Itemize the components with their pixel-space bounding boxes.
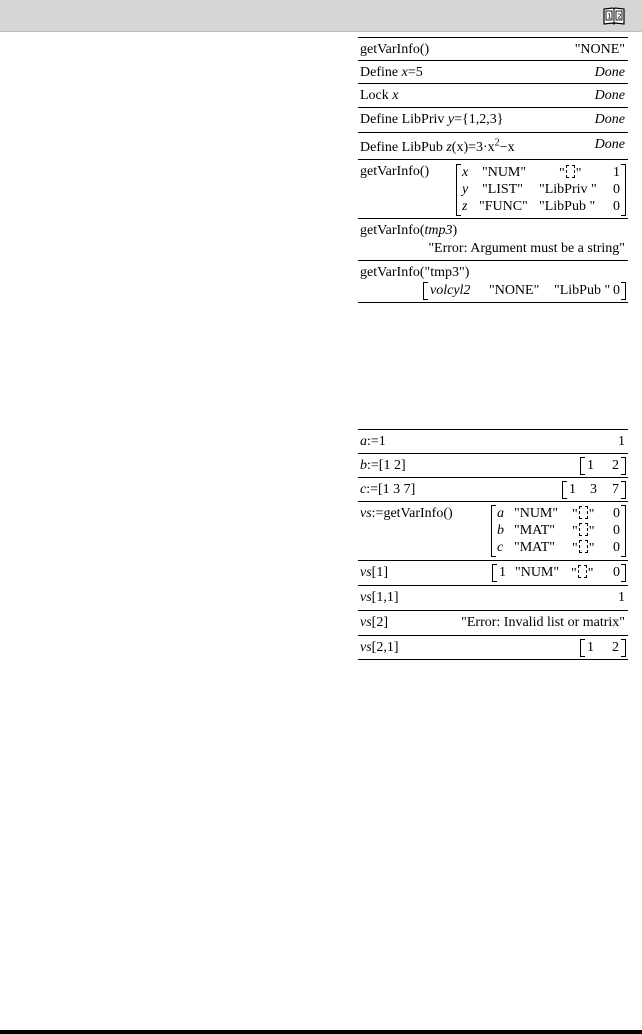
matrix-cell: 0 <box>613 283 620 298</box>
example-row <box>358 453 628 477</box>
matrix-cell: "NONE" <box>489 283 540 298</box>
book-icon <box>603 6 625 26</box>
expression: Define LibPriv y={1,2,3} <box>360 112 504 127</box>
result: 1 <box>618 590 625 605</box>
matrix-cell: " " <box>559 166 582 181</box>
empty-box-icon <box>579 523 588 536</box>
result: Done <box>594 65 625 80</box>
matrix-cell: 2 <box>612 640 619 655</box>
expression: Lock x <box>360 88 399 103</box>
expression: vs[1,1] <box>360 590 399 605</box>
matrix-cell: 7 <box>612 482 619 497</box>
matrix-cell: "LIST" <box>482 182 523 197</box>
result: Done <box>594 112 625 127</box>
example-row <box>358 560 628 585</box>
expression: getVarInfo() <box>360 42 430 57</box>
result-matrix <box>562 481 626 499</box>
expression: Define LibPub $z(x)=3\cdot x^2-x$ <box>360 137 515 155</box>
matrix-cell: a <box>497 506 504 521</box>
matrix-cell: " " <box>572 541 595 556</box>
svg-text:2: 2 <box>617 12 622 21</box>
matrix-cell: " " <box>571 566 594 581</box>
matrix-cell: "LibPriv " <box>539 182 597 197</box>
example-row <box>358 107 628 132</box>
example-panel-vars <box>358 429 628 660</box>
matrix-cell: "MAT" <box>514 540 555 555</box>
expression: getVarInfo("tmp3") <box>360 265 470 280</box>
matrix-cell: "NUM" <box>482 165 527 180</box>
matrix-row <box>492 522 625 540</box>
svg-text:1: 1 <box>607 12 612 21</box>
empty-box-icon <box>566 165 575 178</box>
expression: getVarInfo(tmp3) <box>360 223 458 238</box>
matrix-row <box>457 164 625 182</box>
example-row <box>358 477 628 501</box>
matrix-cell: 1 <box>587 458 594 473</box>
matrix-cell: z <box>462 199 468 214</box>
result-matrix <box>580 457 626 475</box>
result: Done <box>594 137 625 152</box>
matrix-cell: 0 <box>613 199 620 214</box>
example-row <box>358 132 628 159</box>
expression: vs[1] <box>360 565 388 580</box>
matrix-cell: "LibPub " <box>554 283 611 298</box>
expression: a:=1 <box>360 434 386 449</box>
matrix-cell: y <box>462 182 469 197</box>
matrix-cell: x <box>462 165 469 180</box>
matrix-row <box>563 481 625 499</box>
result-matrix <box>423 282 626 300</box>
matrix-cell: "MAT" <box>514 523 555 538</box>
result: 1 <box>618 434 625 449</box>
empty-box-icon <box>579 540 588 553</box>
matrix-cell: 0 <box>613 182 620 197</box>
matrix-cell: " " <box>572 524 595 539</box>
result: Done <box>594 88 625 103</box>
expression: getVarInfo() <box>360 164 430 179</box>
example-row <box>358 501 628 560</box>
example-row <box>358 218 628 260</box>
example-row <box>358 159 628 218</box>
matrix-cell: 0 <box>613 523 620 538</box>
matrix-row <box>581 457 625 475</box>
matrix-cell: "NUM" <box>515 565 560 580</box>
matrix-row <box>581 639 625 657</box>
matrix-cell: 0 <box>613 506 620 521</box>
empty-box-icon <box>578 565 587 578</box>
matrix-cell: 2 <box>612 458 619 473</box>
expression: Define x=5 <box>360 65 423 80</box>
matrix-row <box>493 564 625 582</box>
matrix-row <box>424 282 625 300</box>
matrix-cell: 0 <box>613 565 620 580</box>
matrix-cell: "NUM" <box>514 506 559 521</box>
example-row <box>358 260 628 303</box>
matrix-cell: volcyl2 <box>430 283 471 298</box>
example-row <box>358 37 628 60</box>
example-row <box>358 60 628 83</box>
matrix-row <box>457 198 625 216</box>
matrix-row <box>457 181 625 199</box>
result: "NONE" <box>574 42 625 57</box>
matrix-cell: "FUNC" <box>479 199 528 214</box>
result: "Error: Argument must be a string" <box>428 241 625 256</box>
example-row <box>358 585 628 610</box>
matrix-cell: 1 <box>613 165 620 180</box>
expression: vs[2,1] <box>360 640 399 655</box>
expression: vs:=getVarInfo() <box>360 506 453 521</box>
matrix-cell: " " <box>572 507 595 522</box>
matrix-cell: 1 <box>569 482 576 497</box>
header-bar <box>0 0 642 32</box>
page-bottom-rule <box>0 1030 642 1034</box>
matrix-row <box>492 505 625 523</box>
empty-box-icon <box>579 506 588 519</box>
result-matrix <box>492 564 626 582</box>
matrix-cell: 1 <box>499 565 506 580</box>
matrix-cell: 3 <box>590 482 597 497</box>
expression: vs[2] <box>360 615 388 630</box>
expression: b:=[1 2] <box>360 458 406 473</box>
example-row <box>358 429 628 453</box>
matrix-cell: c <box>497 540 504 555</box>
expression: c:=[1 3 7] <box>360 482 416 497</box>
result-matrix <box>580 639 626 657</box>
matrix-cell: 0 <box>613 540 620 555</box>
example-row <box>358 635 628 660</box>
matrix-cell: b <box>497 523 504 538</box>
example-row <box>358 610 628 635</box>
matrix-row <box>492 539 625 557</box>
example-row <box>358 83 628 107</box>
example-panel-getvarinfo <box>358 37 628 303</box>
result: "Error: Invalid list or matrix" <box>461 615 625 630</box>
matrix-cell: "LibPub " <box>539 199 596 214</box>
matrix-cell: 1 <box>587 640 594 655</box>
result-matrix <box>491 505 626 557</box>
result-matrix <box>456 164 626 216</box>
